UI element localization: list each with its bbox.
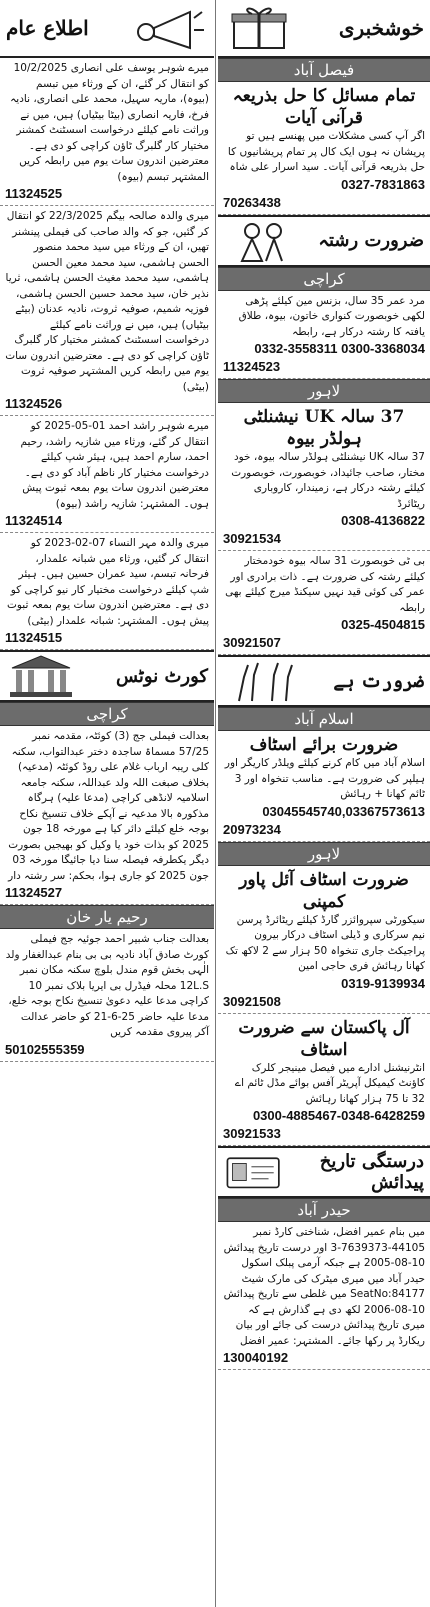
ad-staff-islamabad [218, 731, 430, 842]
ad-code: 130040192 [223, 1350, 289, 1365]
ad-code: 30921508 [223, 993, 281, 1009]
ad-body: میرے شوہر راشد احمد 01-05-2025 کو انتقال کر گئے، ورثاء میں شازیہ راشد، رحیم احمد، سارم احمد ہیں، ہیئر شپ کیلئے درخواست مختیار کار ناظم آباد کو دی ہے۔ معترضین اندرون سات یوم بمعہ ثبوت پیش ہوں۔ المشتہر: شازیہ راشد (بیوہ) [20, 420, 209, 510]
ad-uk-nationality [218, 403, 430, 551]
raised-hands-icon [224, 659, 304, 703]
ad-code: 30921507 [223, 635, 281, 650]
ad-body: میری والدہ صالحہ بیگم 22/3/2025 کو انتقال کر گئیں، جو کہ والد صاحب کی فیملی پینشنر تھیں، ان کے ورثاء میں سید محمد منصور الحسن ہاشمی، سید محمد معین الحسن ہاشمی، سید محمد مغیث الحسن ہاشمی، ثریا نذیر خان، سید محمد حسین الحسن ہاشمی، فوزیہ شمیم، صوفیہ ثروت، نادیہ عدنان (بیٹے بیٹیاں) ہیں، میں نے وراثت نامے کیلئے درخواست اسسٹنٹ کمشنر مختیار کار گلبرگ ٹاؤن کراچی کو دی ہے۔ معترضین اندرون سات یوم میں رابطہ کریں المشتہر صوفیہ ثروت (بیٹی) [5, 210, 209, 393]
city-lahore-2: لاہور [218, 842, 430, 866]
ad-body: سیکورٹی سپروائزر گارڈ کیلئے ریٹائرڈ پرسن نیم سرکاری و ڈیلی اسٹاف درکار بیرون پراجیکٹ جاری تنخواہ 50 ہزار سے 2 لاکھ تک کھانا رہائش فری حاجی امین [225, 913, 425, 972]
ad-code: 70263438 [223, 194, 281, 210]
ad-code: 30921533 [223, 1126, 281, 1141]
ad-quranic-verses [218, 82, 430, 215]
ad-body: میری والدہ مہر النساء 07-02-2023 کو انتقال کر گئیں، ورثاء میں شبانہ علمدار، فرحانہ تبسم، سید عمران حسین ہیں۔ ہیئر شپ کیلئے درخواست مختیار کار نیو کراچی کو دی ہے۔ معترضین اندرون سات یوم بمعہ ثبوت پیش ہوں۔ المشتہر: شبانہ علمدار (بیٹی) [7, 537, 209, 627]
left-column [0, 0, 214, 1062]
ad-rishta-karachi [218, 291, 430, 380]
ad-body: مرد عمر 35 سال، بزنس مین کیلئے پڑھی لکھی خوبصورت کنواری خاتون، بیوہ، طلاق یافتہ کا رشتہ درکار ہے، رابطہ [238, 294, 425, 338]
notice-mehr-un-nisa [0, 533, 214, 650]
court-notice-quetta [0, 726, 214, 905]
court-notice-banner [0, 650, 214, 702]
gift-box-icon [224, 4, 304, 52]
city-faisalabad: فیصل آباد [218, 58, 430, 82]
ad-body: 37 سالہ UK نیشنلٹی ہولڈر سالہ بیوہ، خود مختار، صاحب جائیداد، خوبصورت، خوبصورت کیلئے رشتہ درکار ہے، زمیندار، کاروباری ریٹائرڈ [231, 451, 425, 510]
zaroorat-banner [218, 655, 430, 707]
ad-code: 50102555359 [5, 1041, 85, 1057]
city-islamabad: اسلام آباد [218, 707, 430, 731]
rishta-title: ضرورت رشتہ [318, 230, 424, 251]
ad-body: بی ٹی خوبصورت 31 سالہ بیوہ خودمختار کیلئے رشتہ کی ضرورت ہے۔ ذات برادری اور عمر کی کوئی قید نہیں سیکنڈ میرج کیلئے بھی رابطہ [225, 555, 425, 614]
ad-phone: 0325-4504815 [341, 617, 425, 632]
ad-phone: 0319-9139934 [341, 975, 425, 991]
khushkhabri-title: خوشخبری [338, 16, 424, 40]
zaroorat-title: ضرورت ہے [333, 670, 424, 692]
ad-code: 11324523 [223, 359, 281, 374]
city-hyderabad: حیدر آباد [218, 1198, 430, 1222]
dob-title: درستگی تاریخ پیدائش [319, 1151, 424, 1193]
id-card-icon [224, 1150, 284, 1194]
ad-code: 11324527 [5, 885, 63, 900]
ittila-aam-title: اطلاع عام [6, 16, 89, 40]
ad-body: میرے شوہر یوسف علی انصاری 10/2/2025 کو انتقال کر گئے، ان کے ورثاء میں تبسم (بیوہ)، ماریہ سہیل، محمد علی انصاری، نادیہ فرخ، فاریہ انصاری (بیٹا بیٹیاں) ہیں، میں نے وراثت نامے کیلئے درخواست اسسٹنٹ کمشنر مختیار کار گلبرگ ٹاؤن کراچی کو دی ہے۔ معترضین اندرون سات یوم میں رابطہ کریں المشتہر تبسم (بیوہ) [10, 62, 209, 183]
ad-code: 11324526 [5, 396, 63, 411]
ad-title: آل پاکستان سے ضرورت اسٹاف [238, 1017, 410, 1060]
court-notice-sadiqabad [0, 929, 214, 1062]
ad-body: بعدالت جناب شبیر احمد جوئیہ جج فیملی کورٹ صادق آباد نادیہ بی بی بنام عبدالغفار ولد الٰہی بخش قوم مندل بلوچ سکنہ مکان نمبر 12L.S محلہ فیڈرل بی ایریا بلاک نمبر 10 کراچی مدعا علیہ دعویٰ تنسیخ نکاح بوجہ خلع، مدعا علیہ حاضر 25-6-21 کو حاضر عدالت آکر پیروی مقدمہ کریں [5, 933, 209, 1038]
ad-title: ضرورت اسٹاف آئل پاور کمپنی [239, 869, 409, 912]
ad-phone: 0308-4136822 [341, 513, 425, 528]
megaphone-icon [128, 4, 208, 52]
ad-body: بعدالت فیملی جج (3) کوئٹہ، مقدمہ نمبر 57/25 مسماۃ ساجدہ دختر عبدالتواب، سکنہ کلی ریبہ ارباب غلام علی روڈ کوئٹہ (مدعیہ) بخلاف صبغت اللہ ولد عبداللہ، سکنہ جامعہ اسلامیہ لانڈھی کراچی (مدعا علیہ) ہرگاہ مذکورہ بالا مدعیہ نے آپکے خلاف تنسیخ نکاح بوجہ خلع کیلئے دائر کیا ہے مورخہ 18 جون 2025 کو بذات خود یا وکیل کو بھیجیں بصورت دیگر یکطرفہ فیصلہ سنا دیا جائیگا مورخہ 03 جون 2025 کو جاری ہوا، بحکم: سر رشتہ دار [8, 730, 209, 882]
city-rahim-yar-khan: رحیم یار خان [0, 905, 214, 929]
ad-body: اگر آپ کسی مشکلات میں پھنسے ہیں تو پریشان نہ ہوں ایک کال پر تمام پریشانیوں کا حل بذریعہ قرآنی آیات۔ سید اسرار علی شاہ [227, 130, 425, 173]
right-column [218, 0, 430, 1370]
ad-code: 11324515 [5, 630, 63, 645]
notice-rashid-ahmed [0, 416, 214, 533]
ad-code: 11324525 [5, 186, 63, 201]
court-notice-title: کورٹ نوٹس [115, 665, 208, 687]
ad-code: 11324514 [5, 513, 63, 528]
khushkhabri-banner [218, 0, 430, 58]
ad-oil-power [218, 866, 430, 1014]
ad-phone: 0327-7831863 [341, 176, 425, 192]
ad-code: 20973234 [223, 821, 281, 837]
rishta-banner [218, 215, 430, 267]
ad-title: 37 سالہ UK نیشنلٹی ہولڈر بیوہ [243, 407, 405, 449]
city-karachi: کراچی [218, 267, 430, 291]
notice-yusuf-ali [0, 58, 214, 206]
ad-body: اسلام آباد میں کام کرنے کیلئے ویلڈر کاریگر اور ہیلپر کی ضرورت ہے۔ مناسب تنخواہ اور 3 ٹائم کھانا + رہائش [224, 757, 425, 800]
couple-icon [224, 219, 304, 263]
ad-code: 30921534 [223, 531, 281, 546]
ad-title: ضرورت برائے اسٹاف [249, 735, 399, 755]
ad-phone: 0300-4885467-0348-6428259 [252, 1108, 425, 1123]
notice-saliha-begum [0, 206, 214, 416]
courthouse-icon [6, 654, 76, 698]
ad-widow-31 [218, 551, 430, 655]
ad-title: تمام مسائل کا حل بذریعہ قرآنی آیات [232, 86, 416, 128]
ad-all-pakistan [218, 1014, 430, 1147]
ad-body: میں بنام عمیر افضل، شناختی کارڈ نمبر 44105-7639373-3 اور درست تاریخ پیدائش 10-08-2005 ہے جبکہ آرمی پبلک اسکول حیدر آباد میں میری میٹرک کی مارک شیٹ SeatNo:84177 میں غلطی سے تاریخ پیدائش 10-08-2006 لکھ دی ہے گذارش ہے کہ میری تاریخ پیدائش درست کی جائے اور بیان ریکارڈ پر رکھا جائے۔ المشتہر: عمیر افضل [223, 1226, 425, 1347]
column-divider [215, 0, 216, 1607]
city-karachi-court: کراچی [0, 702, 214, 726]
ad-phone: 0300-3368034 0332-3558311 [254, 341, 425, 356]
dob-banner [218, 1146, 430, 1198]
ad-dob-correction [218, 1222, 430, 1370]
ad-body: انٹرنیشنل ادارے میں فیصل مینیجر کلرک کاؤنٹ کیمیکل آپریٹر آفس بوائے مڈل ٹائم اے 32 تا 75 ہزار کھانا رہائش [234, 1061, 425, 1105]
ittila-aam-banner [0, 0, 214, 58]
ad-phone: 03045545740,03367573613 [262, 803, 425, 819]
city-lahore: لاہور [218, 379, 430, 403]
